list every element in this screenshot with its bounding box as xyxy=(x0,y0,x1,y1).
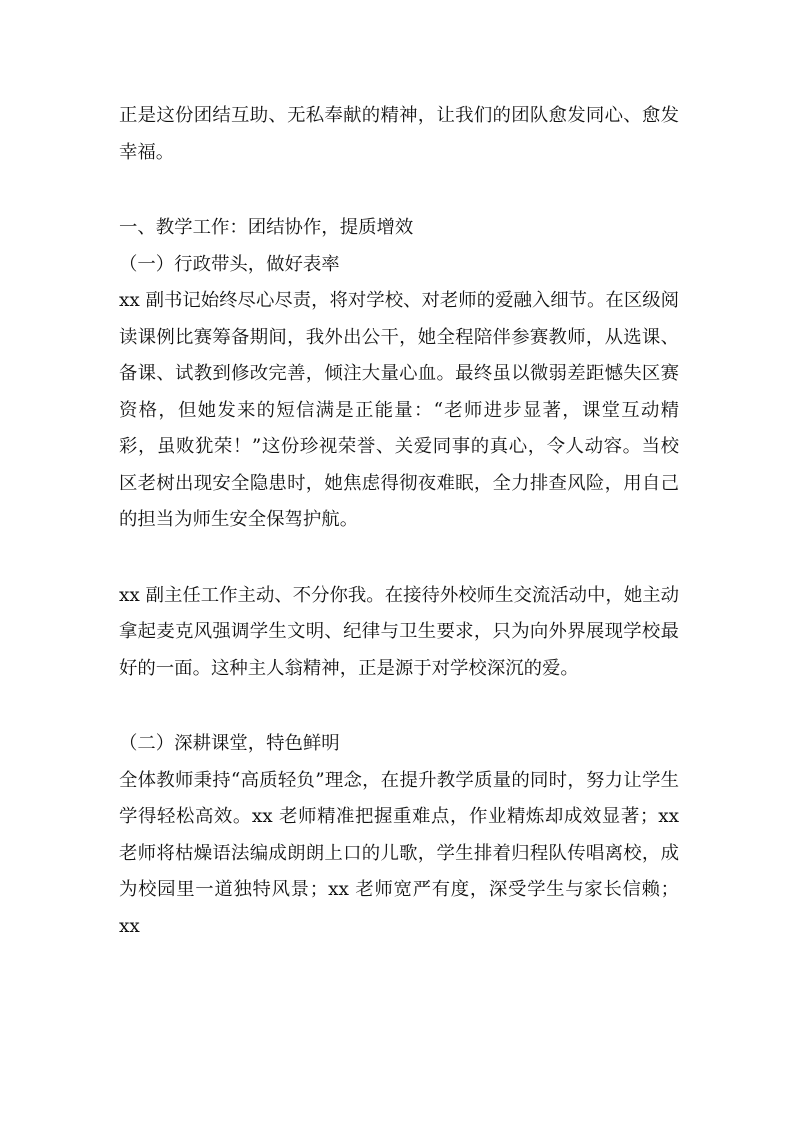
intro-paragraph: 正是这份团结互助、无私奉献的精神，让我们的团队愈发同心、愈发幸福。 xyxy=(119,105,679,163)
subsection-heading: （二）深耕课堂，特色鲜明 xyxy=(119,733,340,754)
paragraph-spacer xyxy=(119,687,679,726)
paragraph-spacer xyxy=(119,171,679,210)
section-heading: 一、教学工作：团结协作，提质增效 xyxy=(119,217,414,238)
body-paragraph: 全体教师秉持“高质轻负”理念，在提升教学质量的同时，努力让学生学得轻松高效。xx 老师精准把握重难点，作业精炼却成效显著；xx 老师将枯燥语法编成朗朗上口的儿歌，学生排着归程队传唱离校，成为校园里一道独特风景；xx 老师宽严有度，深受学生与家长信赖；xx xyxy=(119,769,679,937)
document-body xyxy=(119,98,679,945)
subsection-heading: （一）行政带头，做好表率 xyxy=(119,253,340,275)
body-paragraph: xx 副书记始终尽心尽责，将对学校、对老师的爱融入细节。在区级阅读课例比赛筹备期间，我外出公干，她全程陪伴参赛教师，从选课、备课、试教到修改完善，倾注大量心血。最终虽以微弱差距憾失区赛资格，但她发来的短信满是正能量：“老师进步显著，课堂互动精彩，虽败犹荣！”这份珍视荣誉、关爱同事的真心，令人动容。当校区老树出现安全隐患时，她焦虑得彻夜难眠，全力排查风险，用自己的担当为师生安全保驾护航。 xyxy=(119,290,679,530)
body-paragraph: xx 副主任工作主动、不分你我。在接待外校师生交流活动中，她主动拿起麦克风强调学生文明、纪律与卫生要求，只为向外界展现学校最好的一面。这种主人翁精神，正是源于对学校深沉的爱。 xyxy=(119,584,679,679)
paragraph-spacer xyxy=(119,539,679,578)
